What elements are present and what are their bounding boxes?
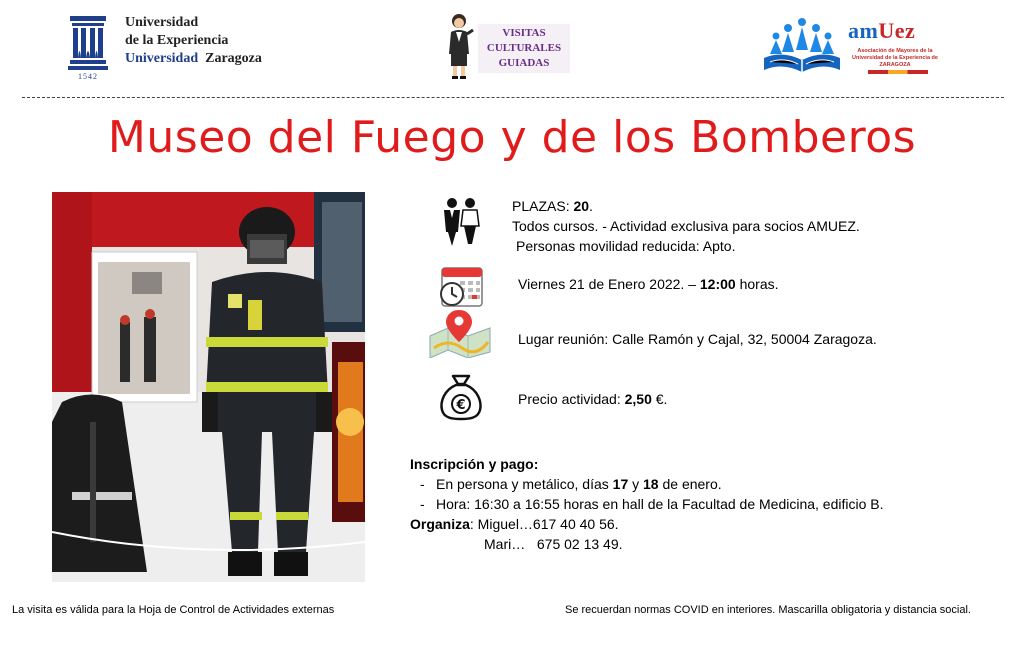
- inscripcion-day-1: 17: [612, 476, 629, 492]
- movilidad-line: Personas movilidad reducida: Apto.: [516, 238, 736, 254]
- plazas-line: [512, 196, 860, 216]
- amuez-flag-stripe: [868, 70, 928, 74]
- calendar-clock-icon: [438, 262, 488, 312]
- university-line-3a: Universidad: [125, 51, 199, 66]
- inscripcion-item-1-c: y: [628, 476, 644, 492]
- lugar-line: Lugar reunión: Calle Ramón y Cajal, 32, 50004 Zaragoza.: [518, 331, 877, 347]
- visitas-culturales-label: [478, 24, 570, 73]
- visitas-line-2: CULTURALES: [486, 42, 562, 54]
- fecha-text: Viernes 21 de Enero 2022. –: [518, 276, 700, 292]
- cursos-line: Todos cursos. - Actividad exclusiva para socios AMUEZ.: [512, 218, 860, 234]
- svg-text:€: €: [456, 398, 466, 413]
- hora-suffix: horas.: [735, 276, 779, 292]
- inscripcion-item-2: - Hora: 16:30 a 16:55 horas en hall de la Facultad de Medicina, edificio B.: [410, 494, 884, 514]
- precio-suffix: €.: [651, 391, 668, 407]
- university-building-icon: [68, 12, 108, 76]
- header-divider: [22, 97, 1004, 98]
- precio-line: [518, 389, 667, 409]
- plazas-block: [512, 196, 860, 256]
- amuez-subtitle: Asociación de Mayores de la Universidad de la Experiencia de ZARAGOZA: [852, 48, 938, 68]
- inscripcion-item-1-a: En persona y metálico, días: [436, 476, 613, 492]
- inscripcion-day-2: 18: [643, 476, 659, 492]
- organiza-contact-1: : Miguel…617 40 40 56.: [469, 516, 619, 532]
- guide-woman-icon: [445, 12, 475, 80]
- visitas-line-1: VISITAS: [502, 27, 546, 39]
- footer-covid-note: Se recuerdan normas COVID en interiores. Mascarilla obligatoria y distancia social.: [565, 604, 971, 616]
- amuez-title: [848, 18, 915, 44]
- plazas-value: 20: [573, 198, 590, 214]
- inscripcion-heading: Inscripción y pago:: [410, 456, 539, 472]
- footer-validity-note: La visita es válida para la Hoja de Control de Actividades externas: [12, 604, 335, 616]
- university-line-3: [125, 50, 262, 68]
- university-year: 1542: [78, 72, 98, 81]
- precio-label: Precio actividad:: [518, 391, 625, 407]
- amuez-title-am: am: [848, 18, 879, 43]
- inscripcion-item-1: [410, 474, 884, 494]
- inscripcion-block: [410, 454, 884, 554]
- page-title: Museo del Fuego y de los Bomberos: [107, 112, 917, 163]
- precio-value: 2,50: [624, 391, 652, 407]
- organiza-label: Organiza: [410, 516, 470, 532]
- firefighter-uniform-photo: [52, 192, 365, 582]
- map-pin-icon: [428, 308, 492, 358]
- plazas-label: PLAZAS:: [512, 198, 574, 214]
- university-name: [125, 14, 262, 68]
- fecha-line: [518, 274, 779, 294]
- plazas-dot: .: [589, 198, 593, 214]
- university-line-2: de la Experiencia: [125, 33, 229, 48]
- university-line-3b: Zaragoza: [205, 51, 262, 66]
- people-icon: [438, 196, 488, 246]
- hora-value: 12:00: [699, 276, 736, 292]
- inscripcion-item-1-e: de enero.: [658, 476, 722, 492]
- money-bag-icon: [436, 372, 486, 422]
- university-line-1: Universidad: [125, 15, 199, 30]
- organiza-line-1: [410, 514, 884, 534]
- amuez-title-uez: Uez: [878, 18, 916, 43]
- organiza-contact-2: Mari… 675 02 13 49.: [484, 536, 623, 552]
- people-book-icon: [760, 14, 844, 76]
- visitas-line-3: GUIADAS: [498, 57, 550, 69]
